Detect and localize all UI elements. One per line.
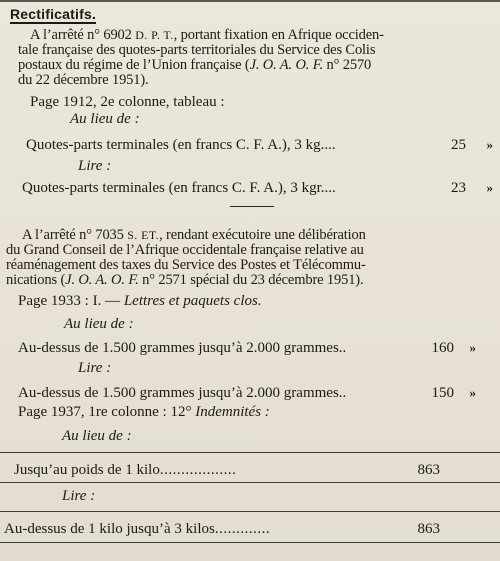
block2-row-old-value: 160 [431, 340, 454, 356]
block1-row-new [22, 180, 496, 197]
block1-intro-line2: tale française des quotes-parts territoriales du Service des Colis [18, 42, 376, 58]
top-rule [0, 0, 500, 2]
table-rule-4 [0, 542, 500, 543]
block2-intro-line2: du Grand Conseil de l’Afrique occidentale française relative au [6, 242, 364, 258]
section-heading: Rectificatifs. [10, 6, 97, 22]
block2-row-new-2-dots: ............. [214, 521, 271, 537]
block1-row-new-arrow: » [486, 180, 493, 195]
table-rule-3 [0, 511, 500, 512]
block1-row-old-value: 25 [451, 137, 466, 153]
block1-intro-text-2: , portant fixation en Afrique occiden- [173, 27, 384, 43]
block1-lire: Lire : [78, 158, 112, 174]
block2-row-old [18, 340, 496, 357]
block2-intro-text-2: , rendant exécutoire une délibération [159, 227, 366, 243]
block1-intro-text-1: A l’arrêté n° 6902 [30, 27, 132, 43]
block2-intro-line3: réaménagement des taxes du Service des Postes et Télécommu- [6, 257, 366, 273]
table-rule-2 [0, 482, 500, 483]
block1-row-old-text: Quotes-parts terminales (en francs C. F. A.), 3 kg.... [26, 137, 336, 153]
block1-page-ref: Page 1912, 2e colonne, tableau : [30, 94, 225, 110]
block2-intro-text-3: nications ( [6, 272, 66, 288]
block2-row-new-value: 150 [431, 385, 454, 401]
block2-page-ref2-title: Indemnités : [195, 404, 270, 420]
block2-row-new-text: Au-dessus de 1.500 grammes jusqu’à 2.000 grammes.. [18, 385, 347, 401]
block2-lire-2: Lire : [62, 488, 96, 504]
block2-row-old-2 [14, 462, 496, 479]
block2-au-lieu-de: Au lieu de : [64, 316, 134, 332]
block2-intro-text-4: n° 2571 spécial du 23 décembre 1951). [138, 272, 364, 288]
block1-intro [0, 28, 500, 88]
block1-row-new-value: 23 [451, 180, 466, 196]
block2-row-old-2-value: 863 [417, 462, 440, 478]
block2-row-new-arrow: » [469, 385, 476, 400]
block2-row-old-2-dots: .................. [159, 462, 237, 478]
block2-intro-journal: J. O. A. O. F. [65, 272, 139, 288]
block1-row-old [26, 137, 496, 154]
block1-intro-text-4: n° 2570 [323, 57, 372, 73]
block1-row-new-text: Quotes-parts terminales (en francs C. F. A.), 3 kgr.... [22, 180, 336, 196]
block2-au-lieu-de-2: Au lieu de : [62, 428, 132, 444]
block1-intro-ref: D. P. T. [135, 28, 174, 42]
block2-page-ref [18, 293, 262, 310]
block2-page-ref2-text: Page 1937, 1re colonne : 12° [18, 404, 192, 420]
block2-lire: Lire : [78, 360, 112, 376]
block2-row-new-2-text: Au-dessus de 1 kilo jusqu’à 3 kilos [4, 521, 215, 537]
block1-intro-journal: J. O. A. O. F. [249, 57, 324, 73]
block1-row-old-arrow: » [486, 137, 493, 152]
block1-intro-line4: du 22 décembre 1951). [18, 72, 149, 88]
block2-row-old-text: Au-dessus de 1.500 grammes jusqu’à 2.000 grammes.. [18, 340, 347, 356]
block2-intro-ref: S. ET. [127, 228, 160, 242]
block2-page-ref-text: Page 1933 : I. — [18, 293, 121, 309]
block1-intro-text-3: postaux du régime de l’Union française ( [18, 57, 250, 73]
block2-row-old-2-text: Jusqu’au poids de 1 kilo [14, 462, 160, 478]
block2-row-old-arrow: » [469, 340, 476, 355]
block2-row-new-2-value: 863 [417, 521, 440, 537]
section-separator [230, 206, 274, 207]
block2-row-new [18, 385, 496, 402]
table-rule-1 [0, 452, 500, 453]
block2-page-ref2 [18, 404, 270, 421]
block2-intro-text-1: A l’arrêté n° 7035 [22, 227, 124, 243]
block1-au-lieu-de: Au lieu de : [70, 111, 140, 127]
block2-intro [0, 228, 500, 288]
block2-page-ref-title: Lettres et paquets clos. [123, 293, 262, 309]
block2-row-new-2 [4, 521, 496, 538]
